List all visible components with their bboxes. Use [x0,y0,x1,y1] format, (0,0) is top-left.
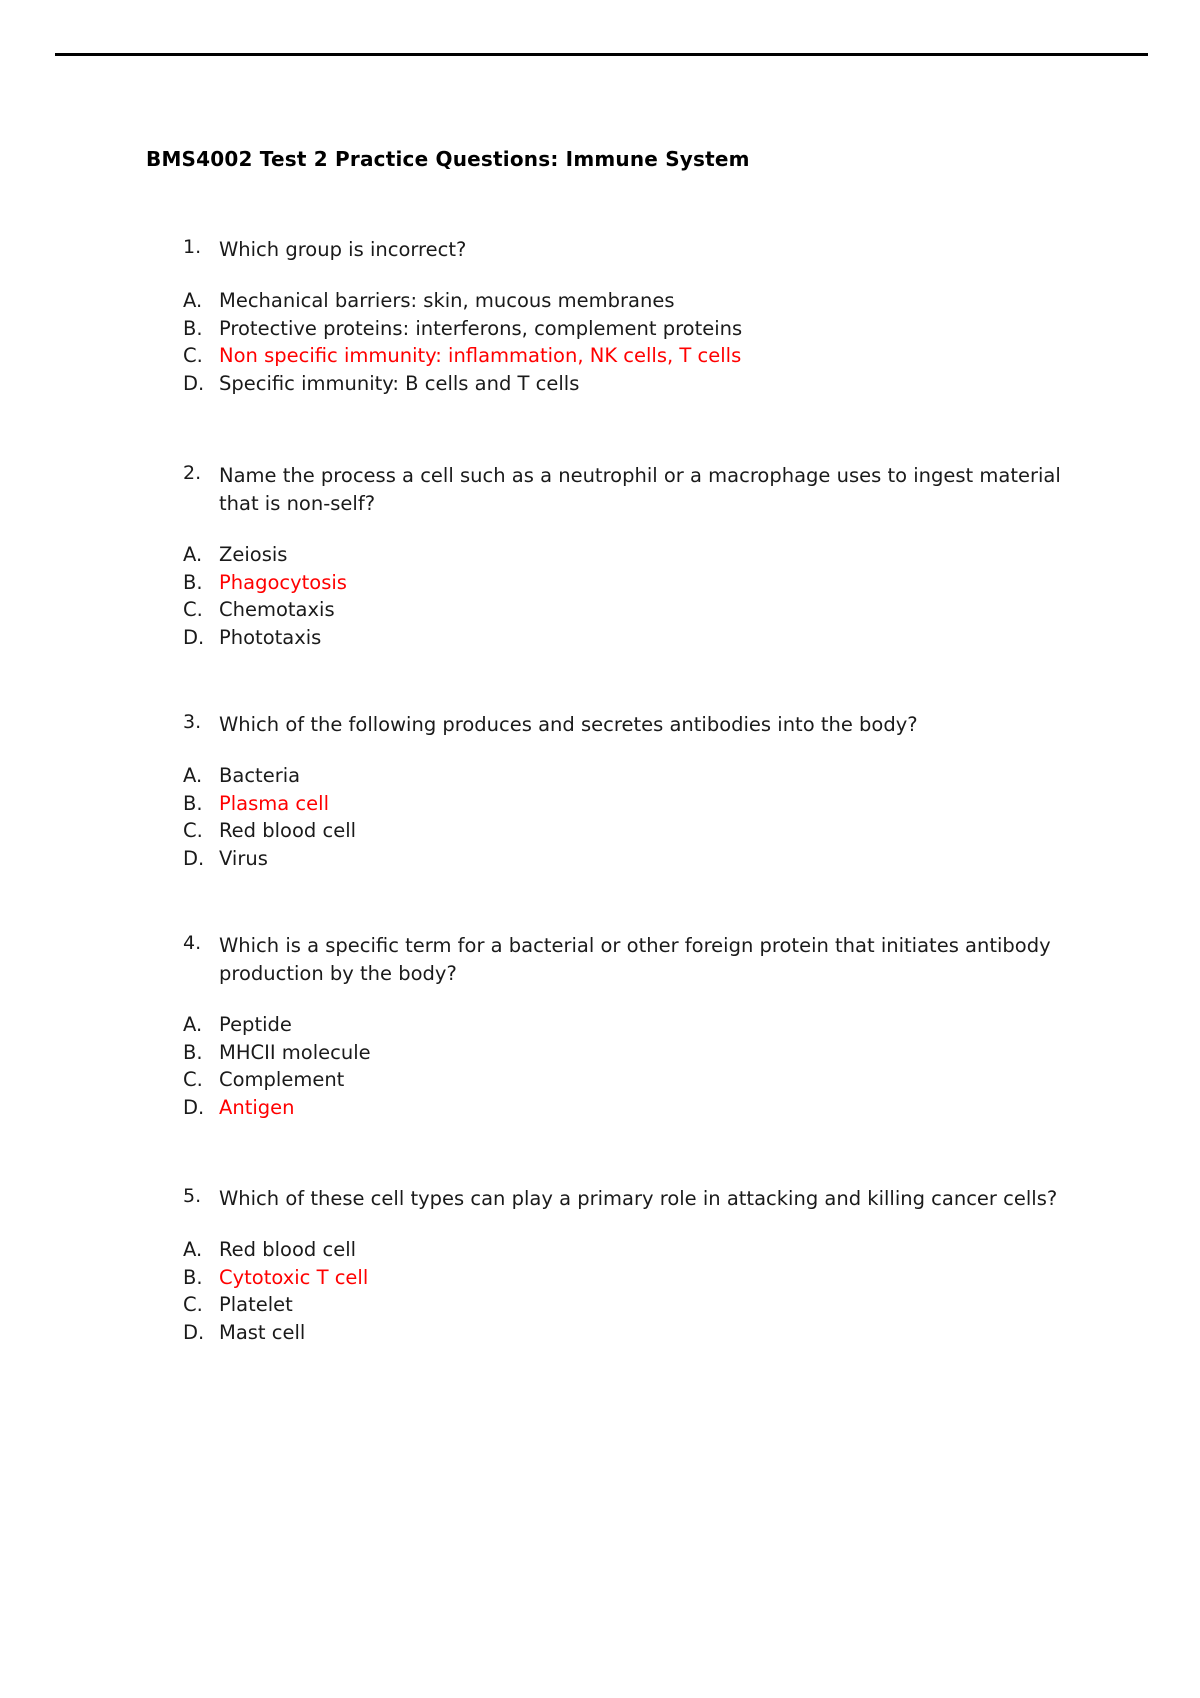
question-text: Name the process a cell such as a neutrophil or a macrophage uses to ingest material that is non-self? [219,464,1061,515]
question-number: 3. [183,711,202,733]
option-letter: B. [183,570,203,594]
question-number: 2. [183,462,202,484]
question-text: Which of the following produces and secretes antibodies into the body? [219,713,918,736]
option-text: Non specific immunity: inflammation, NK cells, T cells [219,344,742,368]
option-letter: B. [183,1040,203,1064]
question-1 [0,236,1200,264]
option-letter: A. [183,1238,203,1261]
question-number: 5. [183,1185,202,1207]
option-text: Complement [219,1068,345,1092]
question-4 [0,932,1200,985]
option-text: Bacteria [219,764,301,787]
question-5 [0,1185,1200,1213]
option-letter: B. [183,791,203,815]
option-letter: B. [183,316,203,340]
question-text: Which is a specific term for a bacterial or other foreign protein that initiates antibody production by the body? [219,934,1051,985]
option-text: Red blood cell [219,1238,357,1261]
option-letter: C. [183,344,203,368]
option-letter: D. [183,626,205,650]
option-letter: D. [183,1321,205,1345]
option-letter: D. [183,1096,205,1120]
question-number: 1. [183,236,202,258]
question-text: Which group is incorrect? [219,238,467,261]
option-text: Mechanical barriers: skin, mucous membranes [219,289,675,312]
option-text: Peptide [219,1013,292,1036]
option-letter: A. [183,543,203,566]
option-text: MHCII molecule [219,1040,371,1064]
option-letter: D. [183,372,205,396]
top-rule [55,53,1148,56]
option-text: Red blood cell [219,819,357,843]
option-text: Specific immunity: B cells and T cells [219,372,580,396]
option-text: Antigen [219,1096,295,1120]
option-letter: A. [183,764,203,787]
option-text: Protective proteins: interferons, complement proteins [219,316,743,340]
option-letter: B. [183,1265,203,1289]
page-title: BMS4002 Test 2 Practice Questions: Immune System [146,147,750,171]
option-text: Platelet [219,1293,293,1317]
option-text: Plasma cell [219,791,329,815]
option-text: Mast cell [219,1321,306,1345]
option-text: Chemotaxis [219,598,335,622]
option-text: Phagocytosis [219,570,347,594]
option-text: Cytotoxic T cell [219,1265,369,1289]
option-text: Zeiosis [219,543,288,566]
question-3 [0,711,1200,739]
option-letter: C. [183,1293,203,1317]
option-text: Phototaxis [219,626,322,650]
question-text: Which of these cell types can play a primary role in attacking and killing cancer cells? [219,1187,1058,1210]
option-letter: C. [183,819,203,843]
question-number: 4. [183,932,202,954]
option-letter: A. [183,289,203,312]
option-text: Virus [219,847,268,871]
option-letter: D. [183,847,205,871]
option-letter: C. [183,598,203,622]
option-letter: A. [183,1013,203,1036]
option-letter: C. [183,1068,203,1092]
question-2 [0,462,1200,515]
